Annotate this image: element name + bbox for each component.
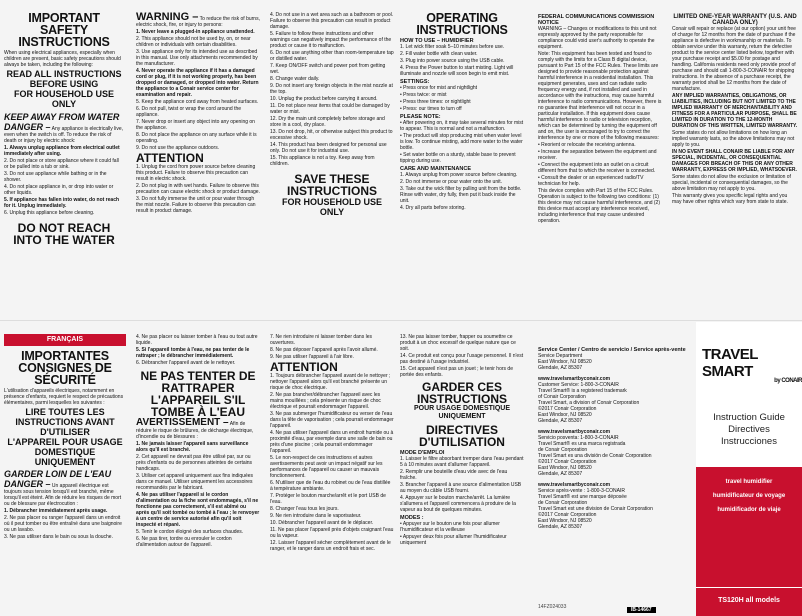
list-item: 7. Protéger le bouton marche/arrêt et le port USB de l'eau.	[270, 493, 386, 505]
warranty-title: LIMITED ONE-YEAR WARRANTY (U.S. AND CANADA ONLY)	[673, 14, 797, 26]
danger-text: Any appliance is electrically live, even when the switch is off. To reduce the risk of death or injury by electric shock:	[4, 126, 124, 144]
top-col-3	[270, 12, 394, 217]
list-item: • Reorient or relocate the receiving antenna.	[538, 142, 636, 148]
service-line: of Conair Corporation	[538, 394, 586, 400]
warranty-p2: ANY IMPLIED WARRANTIES, OBLIGATIONS, OR LIABILITIES, INCLUDING BUT NOT LIMITED TO THE IMPLIED WARRANTY OF MERCHANTABILITY AND FITNESS FOR A PARTICULAR PURPOSE, SHALL BE LIMITED IN DURATION TO THE 12-MONTH DURATION OF THIS WRITTEN, LIMITED WARRANTY.	[672, 93, 798, 129]
list-item: 5. Le non-respect de ces instructions et autres avertissements peut avoir un impact négatif sur les performances de l'appareil ou causer un mauvais fonctionnement.	[270, 455, 383, 479]
top-col-2	[136, 12, 260, 215]
list-item: 4. Dry all parts before storing.	[400, 205, 466, 211]
list-item: 9. Do not use the appliance outdoors.	[136, 145, 220, 151]
bottom-col-4	[400, 334, 524, 547]
service-line: Glendale, AZ 85307	[538, 524, 583, 530]
service-line: Glendale, AZ 85307	[538, 418, 583, 424]
care-heading: CARE AND MAINTENANCE	[400, 166, 471, 172]
list-item: 8. Changer l'eau tous les jours.	[270, 506, 339, 512]
list-item: 1. Always unplug appliance from electrical outlet immediately after using.	[4, 145, 120, 157]
list-item: 1. Débrancher immédiatement après usage.	[4, 508, 108, 514]
list-item: 3. Take out the wick filter by pulling unit from the bottle. Rinse with water, dry fully, then put it back inside the unit.	[400, 186, 522, 204]
list-item: • Press: our times to turn off	[400, 106, 462, 112]
fr-warning-text: Afin de réduire le risque de brûlures, de décharge électrique, d'incendie ou de blessures :	[136, 421, 254, 440]
safety-title: IMPORTANT SAFETY INSTRUCTIONS	[18, 11, 110, 49]
guide-title-es: Instrucciones	[721, 436, 777, 447]
guide-title-en: Instruction Guide	[713, 412, 785, 423]
cover-red-band	[696, 467, 802, 587]
note-heading: PLEASE NOTE:	[400, 114, 441, 120]
list-item: 4. Ne pas placer ou laisser tomber à l'eau ou tout autre liquide.	[136, 334, 258, 346]
fr-do-not-reach: NE PAS TENTER DE RATTRAPER L'APPAREIL S'IL TOMBE À L'EAU	[140, 369, 256, 419]
cover-logo-area	[696, 322, 802, 412]
service-line: Service après-vente : 1-800-3-CONAIR	[538, 488, 625, 494]
list-item: 6. Ne pas tirer, tordre ou enrouler le cordon d'alimentation autour de l'appareil.	[136, 536, 232, 548]
list-item: 5. Si l'appareil tombe à l'eau, ne pas tenter de le rattraper ; le débrancher immédiatement.	[136, 347, 250, 359]
list-item: 15. This appliance is not a toy. Keep away from children.	[270, 155, 375, 167]
warranty-p4: IN NO EVENT SHALL CONAIR BE LIABLE FOR ANY SPECIAL, INCIDENTAL, OR CONSEQUENTIAL DAMAGES FOR BREACH OF THIS OR ANY OTHER WARRANTY, EXPRESS OR IMPLIED, WHATSOEVER.	[672, 149, 797, 173]
household-heading: FOR HOUSEHOLD USE ONLY	[13, 89, 114, 109]
product-name-fr: humidificateur de voyage	[712, 493, 786, 499]
list-item: 3. Ne pas submerger l'humidificateur ou verser de l'eau dans la tête de vaporisation ; cela pourrait endommager l'appareil.	[270, 411, 394, 429]
french-banner: FRANÇAIS	[4, 334, 126, 346]
list-item: 9. Ne pas utiliser l'appareil à l'air libre.	[270, 354, 354, 360]
ib-code-badge: IB-14667	[627, 607, 656, 613]
fr-warning-label: AVERTISSEMENT –	[136, 417, 229, 428]
list-item: 1. Always unplug from power source before cleaning.	[400, 172, 518, 178]
list-item: 10. Débrancher l'appareil avant de le déplacer.	[270, 520, 374, 526]
list-item: 12. Dry the main unit completely before storage and store in a cool, dry place.	[270, 116, 385, 128]
list-item: 4. Ne pas utiliser l'appareil dans un endroit humide ou à proximité d'eau, par exemple dans une salle de bain ou près d'une piscine ; cela pourrait endommager l'appareil.	[270, 430, 394, 454]
fcc-p3: This device complies with Part 15 of the FCC Rules. Operation is subject to the following two conditions: (1) this device may not cause harmful interference, and (2) this device must accept any interference received, including interference that may cause undesired operation.	[538, 188, 661, 224]
cover-model-band	[696, 587, 802, 616]
bottom-col-2	[136, 334, 260, 549]
list-item: 5. Failure to follow these instructions and other warnings can negatively impact the performance of the product or cause it to malfunction.	[270, 31, 392, 49]
list-item: 12. Laisser l'appareil sécher complètement avant de le ranger, et le ranger dans un endroit frais et sec.	[270, 540, 391, 552]
service-line: Travel Smart® es una marca registrada	[538, 441, 626, 447]
fr-modes-heading: MODES :	[400, 515, 424, 521]
attention-heading: ATTENTION	[136, 151, 204, 165]
list-item: 6. N'utiliser que de l'eau du robinet ou de l'eau distillée à température ambiante.	[270, 480, 391, 492]
how-heading: HOW TO USE – HUMIDIFIER	[400, 38, 474, 44]
list-item: 1. Unplug the cord from power source before cleaning this product. Failure to observe this precaution can result in electric shock.	[136, 164, 256, 182]
warranty-p1: Conair will repair or replace (at our option) your unit free of charge for 12 months from the date of purchase if the appliance is defective in workmanship or materials. To obtain service under this warranty, return the defective product to the service center listed below, together with your purchase receipt and $5.00 for postage and handling. California residents need only provide proof of purchase and should call 1-800-3-CONAIR for shipping instructions. In the absence of a purchase receipt, the warranty period shall be 12 months from the date of manufacture.	[672, 26, 796, 92]
list-item: 9. Do not insert any foreign objects in the mist nozzle at the top.	[270, 83, 393, 95]
list-item: • Press three times: or nightlight	[400, 99, 471, 105]
list-item: 2. Ne pas brancher/débrancher l'appareil avec les mains mouillées ; cela présente un risque de choc électrique et pourrait endommager l'appareil.	[270, 392, 381, 410]
settings-heading: SETTINGS:	[400, 79, 430, 85]
travel-smart-logo: TRAVEL SMART by CONAIR	[702, 346, 802, 384]
danger-label: DANGER –	[4, 122, 51, 132]
service-line: de Conair Corporation	[538, 500, 588, 506]
warning-text: To reduce the risk of burns, electric shock, fire, or injury to persons:	[136, 16, 260, 28]
list-item: 11. Do not place near items that could be damaged by water or mist.	[270, 103, 390, 115]
service-line: Travel Smart es una división de Conair Corporation	[538, 453, 652, 459]
service-line: Servicio posventa: 1-800-3-CONAIR	[538, 435, 619, 441]
list-item: 7. Ne rien introduire ni laisser tomber dans les ouvertures.	[270, 334, 372, 346]
list-item: 1. Never leave a plugged-in appliance unattended.	[136, 29, 255, 35]
service-line: Travel Smart est une division de Conair Corporation	[538, 506, 653, 512]
product-name-es: humidificador de viaje	[717, 507, 781, 513]
list-item: • The product will stop producing mist when water level is low. To continue misting, add more water to the water bottle.	[400, 133, 523, 151]
service-line: Glendale, AZ 85307	[538, 365, 583, 371]
fcc-p1: WARNING – Changes or modifications to this unit not expressly approved by the party responsible for compliance could void user's authority to operate the equipment.	[538, 26, 657, 50]
list-item: 1. Laisser le filtre absorbant tremper dans l'eau pendant 5 à 10 minutes avant d'allumer l'appareil.	[400, 456, 524, 468]
product-name-en: travel humidifier	[725, 479, 773, 485]
list-item: 6. Unplug this appliance before cleaning.	[4, 210, 95, 216]
list-item: 3. Do not fully immerse the unit or pour water through the mist nozzle. Failure to observe this precaution can result in product damage.	[136, 196, 256, 214]
list-item: 1. Let wick filter soak 5–10 minutes before use.	[400, 44, 505, 50]
list-item: 3. Plug into power source using the USB cable.	[400, 58, 505, 64]
list-item: • After powering on, it may take several minutes for mist to appear. This is normal and not a malfunction.	[400, 120, 524, 132]
list-item: 14. This product has been designed for personal use only. Do not use it for industrial use.	[270, 142, 387, 154]
service-line: Service Department	[538, 353, 583, 359]
fr-intro: L'utilisation d'appareils électriques, notamment en présence d'enfants, requiert le respect de précautions élémentaires, parmi lesquelles les suivantes :	[4, 388, 124, 406]
service-line: East Windsor, NJ 08520	[538, 412, 592, 418]
fr-keep-away: GARDER LOIN DE L'EAU	[4, 469, 112, 479]
warranty-p3: Some states do not allow limitations on how long an implied warranty lasts, so the above limitations may not apply to you.	[672, 130, 795, 148]
keep-away-heading: KEEP AWAY FROM WATER	[4, 112, 120, 122]
bottom-col-5	[538, 345, 688, 530]
service-lines	[538, 353, 688, 530]
service-line: ©2017 Conair Corporation	[538, 459, 597, 465]
service-line: East Windsor, NJ 08520	[538, 465, 592, 471]
list-item: 14. Ce produit est conçu pour l'usage personnel. Il n'est pas destiné à l'usage industriel.	[400, 353, 524, 365]
service-line[interactable]: www.travelsmartbyconair.com	[538, 376, 611, 382]
list-item: 1. Ne jamais laisser l'appareil sans surveillance alors qu'il est branché.	[136, 441, 249, 453]
list-item: 2. Remplir une bouteille d'eau vide avec de l'eau fraîche.	[400, 469, 508, 481]
fr-usage-heading: POUR USAGE DOMESTIQUE UNIQUEMENT	[413, 405, 511, 420]
fr-safety-title: IMPORTANTES CONSIGNES DE SÉCURITÉ	[18, 349, 112, 387]
service-line: Glendale, AZ 85307	[538, 471, 583, 477]
list-item: 3. Brancher l'appareil à une source d'alimentation USB au moyen du câble USB fourni.	[400, 482, 522, 494]
cover-guide-titles	[696, 412, 802, 467]
fcc-p2: Note: This equipment has been tested and found to comply with the limits for a Class B digital device, pursuant to Part 15 of the FCC Rules. These limits are designed to provide reasonable protection against harmful interference in a residential installation. This equipment generates, uses and can radiate radio frequency energy and, if not installed and used in accordance with the instructions, may cause harmful interference to radio communications. However, there is no guarantee that interference will not occur in a particular installation. If this equipment does cause harmful interference to radio or television reception, which can be determined by turning the equipment off and on, the user is encouraged to try to correct the interference by one or more of the following measures:	[538, 51, 662, 141]
list-item: 1. Toujours débrancher l'appareil avant de le nettoyer ; nettoyer l'appareil alors qu'il est branché présente un risque de choc électrique.	[270, 373, 391, 391]
model-number: TS120H all models	[718, 597, 780, 604]
list-item: 6. Débrancher l'appareil avant de le nettoyer.	[136, 360, 236, 366]
household-subheading: FOR HOUSEHOLD USE ONLY	[281, 197, 382, 217]
list-item: 5. If appliance has fallen into water, do not reach for it. Unplug immediately.	[4, 197, 120, 209]
list-item: 4. Press the Power button to start misting. Light will illuminate and nozzle will soon begin to emit mist.	[400, 65, 514, 77]
top-col-4	[400, 12, 524, 212]
fr-directives-title: DIRECTIVES D'UTILISATION	[419, 423, 505, 449]
list-item: 4. Do not place appliance in, or drop into water or other liquids.	[4, 184, 114, 196]
list-item: 5. Keep the appliance cord away from heated surfaces.	[136, 99, 259, 105]
service-line: ©2017 Conair Corporation	[538, 406, 597, 412]
top-col-1	[4, 12, 124, 246]
list-item: 15. Cet appareil n'est pas un jouet ; le tenir hors de portée des enfants.	[400, 366, 513, 378]
bottom-col-3	[270, 334, 394, 553]
fr-mode-heading: MODE D'EMPLOI	[400, 450, 445, 456]
small-code: 14FZ024033	[538, 604, 567, 610]
list-item: 9. Ne rien introduire dans le vaporisateur.	[270, 513, 362, 519]
list-item: • Appuyer deux fois pour allumer l'humidificateur uniquement	[400, 534, 507, 546]
fr-danger-label: DANGER –	[4, 479, 51, 489]
list-item: 8. Change water daily.	[270, 76, 320, 82]
service-line: de Conair Corporation	[538, 447, 588, 453]
fr-save-heading: GARDER CES INSTRUCTIONS	[417, 380, 507, 406]
list-item: 8. Ne pas déposer l'appareil après l'avoir allumé.	[270, 347, 378, 353]
do-not-reach-heading: DO NOT REACH INTO THE WATER	[13, 221, 115, 247]
list-item: 2. Ne pas placer ou ranger l'appareil dans un endroit où il peut tomber ou être entraîné dans une baignoire ou un lavabo.	[4, 515, 122, 533]
service-line: ©2017 Conair Corporation	[538, 512, 597, 518]
list-item: 6. Do not pull, twist or wrap the cord around the appliance.	[136, 106, 242, 118]
fr-read-all: LIRE TOUTES LES INSTRUCTIONS AVANT D'UTILISER	[15, 407, 115, 437]
list-item: 2. Do not place or store appliance where it could fall or be pulled into a tub or sink.	[4, 158, 119, 170]
bottom-col-1	[4, 334, 126, 541]
list-item: • Appuyer sur le bouton une fois pour allumer l'humidificateur et la veilleuse	[400, 521, 500, 533]
list-item: 13. Ne pas laisser tomber, frapper ou soumettre ce produit à un choc excessif de quelque nature que ce soit.	[400, 334, 516, 352]
list-item: 3. Use appliance only for its intended use as described in this manual. Use only attachments recommended by the manufacturer.	[136, 49, 258, 67]
list-item: 4. Never operate the appliance if it has a damaged cord or plug, if it is not working properly, has been dropped or damaged, or dropped into water. Return the appliance to a Conair service center for examination and repair.	[136, 68, 259, 98]
list-item: 4. Do not use in a wet area such as a bathroom or pool. Failure to observe this precaution can result in product damage.	[270, 12, 394, 30]
cover-panel	[696, 322, 802, 615]
fr-attention-heading: ATTENTION	[270, 360, 338, 374]
service-line[interactable]: www.travelsmartbyconair.com	[538, 482, 611, 488]
service-center-title: Service Center / Centro de servicio / Service après-vente	[538, 347, 686, 353]
list-item: 3. Do not use appliance while bathing or in the shower.	[4, 171, 107, 183]
list-item: • Increase the separation between the equipment and receiver.	[538, 149, 657, 161]
read-all-heading: READ ALL INSTRUCTIONS BEFORE USING	[6, 69, 122, 89]
list-item: 3. Ne pas utiliser dans le bain ou sous la douche.	[4, 534, 113, 540]
list-item: • Set water bottle on a sturdy, stable base to prevent tipping during use.	[400, 152, 516, 164]
list-item: 8. Do not place the appliance on any surface while it is operating.	[136, 132, 257, 144]
list-item: 11. Ne pas placer l'appareil près d'objets craignant l'eau ou la vapeur.	[270, 527, 394, 539]
list-item: 2. Cet appareil ne devrait pas être utilisé par, sur ou près d'enfants ou de personnes atteintes de certains handicaps.	[136, 454, 253, 472]
service-line[interactable]: www.travelsmartbyconair.com	[538, 429, 611, 435]
save-heading: SAVE THESE INSTRUCTIONS	[287, 172, 377, 198]
list-item: 2. Fill water bottle with clean water.	[400, 51, 478, 57]
service-line: East Windsor, NJ 08520	[538, 518, 592, 524]
fr-danger-text: Un appareil électrique est toujours sous tension lorsqu'il est branché, même lorsqu'il est éteint. Afin de réduire les risques de mort ou de blessure par électrocution :	[4, 483, 122, 507]
list-item: 13. Do not drop, hit, or otherwise subject this product to excessive shock.	[270, 129, 393, 141]
intro-text: When using electrical appliances, especially when children are present, basic safety precautions should always be taken, including the following:	[4, 50, 121, 68]
list-item: 4. Appuyer sur le bouton marche/arrêt. La lumière s'allumera et l'appareil commencera à produire de la vapeur au bout de quelques minutes.	[400, 495, 516, 513]
list-item: 2. Do not immerse or pour water onto the unit.	[400, 179, 502, 185]
service-line: Travel Smart® is a registered trademark	[538, 388, 627, 394]
fcc-title: FEDERAL COMMUNICATIONS COMMISSION NOTICE	[538, 14, 655, 26]
list-item: 5. Tenir le cordon éloigné des surfaces chaudes.	[136, 529, 244, 535]
list-item: 7. Keep ON/OFF switch and power port from getting wet.	[270, 63, 386, 75]
list-item: 2. Do not plug in with wet hands. Failure to observe this precaution can cause electric shock or product damage.	[136, 183, 260, 195]
list-item: • Connect the equipment into an outlet on a circuit different from that to which the receiver is connected.	[538, 162, 656, 174]
list-item: 6. Do not use anything other than room-temperature tap or distilled water.	[270, 50, 394, 62]
warranty-p5: Some states do not allow the exclusion or limitation of special, incidental or consequential damages, so the above limitation may not apply to you.	[672, 174, 791, 192]
guide-title-fr: Directives	[728, 424, 770, 435]
list-item: • Consult the dealer or an experienced radio/TV technician for help.	[538, 175, 644, 187]
service-line: Travel Smart® est une marque déposée	[538, 494, 627, 500]
operating-title: OPERATING INSTRUCTIONS	[416, 11, 508, 37]
fold-divider	[0, 320, 802, 321]
warranty-p6: This warranty gives you specific legal rights and you may have other rights which vary from state to state.	[672, 193, 788, 205]
top-col-5	[538, 12, 664, 225]
service-line: Travel Smart, a division of Conair Corporation	[538, 400, 640, 406]
service-line: Customer Service: 1-800-3-CONAIR	[538, 382, 619, 388]
fr-household: L'APPAREIL POUR USAGE DOMESTIQUE UNIQUEMENT	[7, 437, 123, 467]
list-item: 3. Utiliser cet appareil uniquement aux fins indiquées dans ce manuel. Utiliser uniquement les accessoires recommandés par le fabricant.	[136, 473, 254, 491]
list-item: • Press twice: or mist	[400, 92, 447, 98]
list-item: • Press once for mist and nightlight	[400, 85, 478, 91]
service-line: East Windsor, NJ 08520	[538, 359, 592, 365]
warning-label: WARNING –	[136, 11, 199, 23]
list-item: 7. Never drop or insert any object into any opening on the appliance.	[136, 119, 255, 131]
top-col-6	[672, 12, 798, 206]
list-item: 4. Ne pas utiliser l'appareil si le cordon d'alimentation ou la fiche sont endommagés, s'il ne fonctionne pas correctement, s'il est abîmé ou après qu'il soit tombé ou tombé à l'eau ; le renvoyer à un centre de service autorisé afin qu'il soit inspecté et réparé.	[136, 492, 260, 528]
list-item: 2. This appliance should not be used by, on, or near children or individuals with certain disabilities.	[136, 36, 251, 48]
list-item: 10. Unplug the product before carrying it around.	[270, 96, 378, 102]
